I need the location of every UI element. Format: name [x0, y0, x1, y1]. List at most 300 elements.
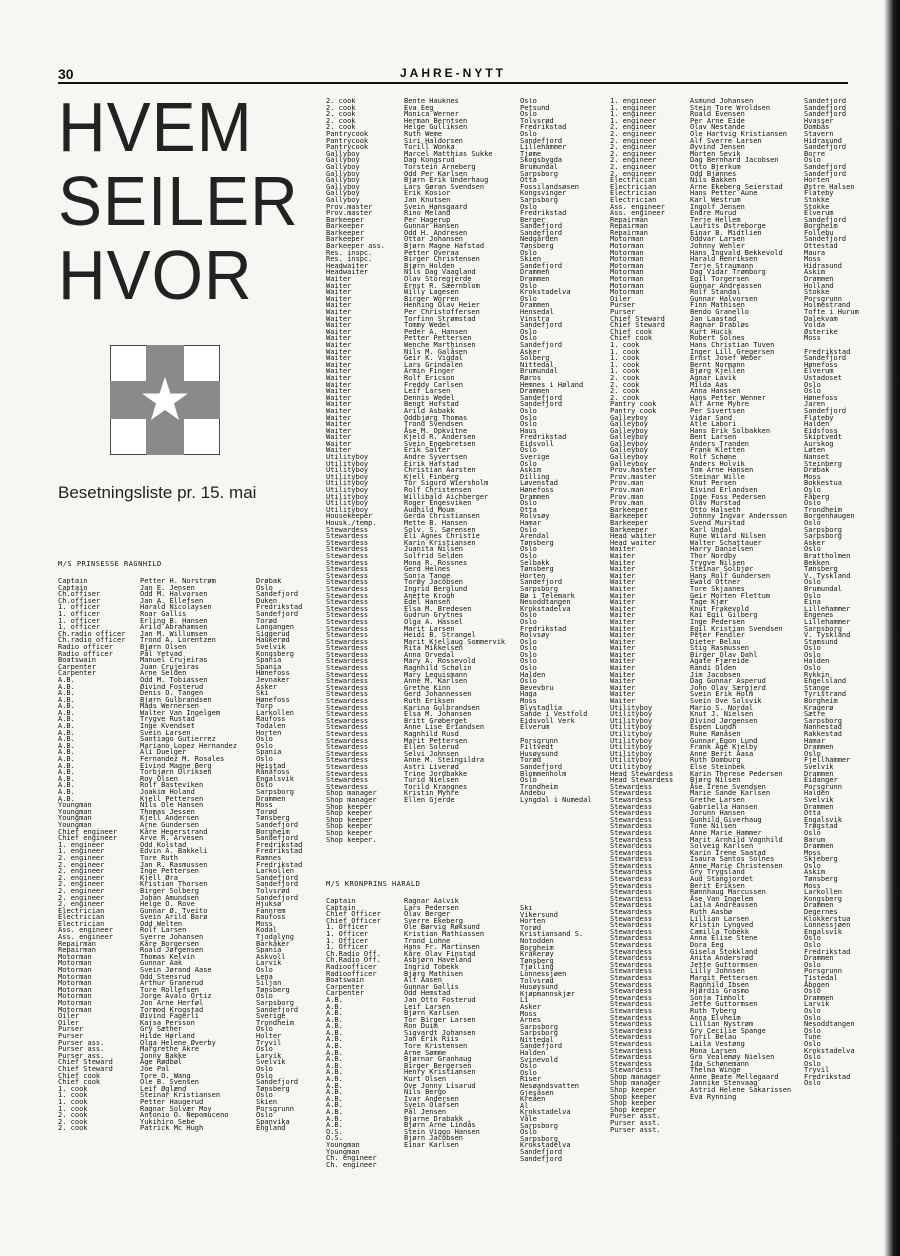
harald-name-entry-2: Anna Hanssen	[690, 387, 741, 396]
harald-place-entry: Sandefjord	[520, 1154, 563, 1163]
ragnhild-rank-entry-2: Pantrycook	[326, 143, 369, 152]
ragnhild-place-entry-2: Sandefjord	[520, 222, 563, 231]
ragnhild-name-entry-2: Gudrun Grytnes	[404, 611, 464, 620]
harald-name-entry: Ragnar Aalvik	[404, 898, 459, 905]
ragnhild-rank-entry: 2. engineer	[58, 853, 105, 862]
ragnhild-rank-entry: 2. engineer	[58, 900, 105, 909]
harald-name-entry-2: Finn Mathisen	[690, 301, 745, 310]
ragnhild-rank-entry-2: Gallyboy	[326, 162, 360, 171]
harald-rank-entry-2: Stewardess	[610, 1033, 653, 1042]
ragnhild-place-entry: Tønsberg	[256, 814, 290, 823]
harald-place-entry-2: Oslo	[804, 591, 821, 600]
harald-place-entry-2: Porsgrunn	[804, 294, 842, 303]
ragnhild-name-entry-2: Marit Pettersen	[404, 736, 468, 745]
harald-rank-entry-2: Waiter	[610, 551, 636, 560]
ragnhild-place-entry: Raufoss	[256, 715, 286, 724]
ragnhild-rank-entry: Purser	[58, 1031, 84, 1040]
harald-name-entry-2: Peter Fendler	[690, 631, 745, 640]
harald-rank-entry-2: Stewardess	[610, 828, 653, 837]
harald-name-entry-2: Hans Petter Wenner	[690, 393, 766, 402]
harald-name-entry: Jan Erik Riis	[404, 1035, 459, 1044]
harald-name-entry-2: Knut Frakevold	[690, 604, 750, 613]
ragnhild-name-entry: Leif Øglænd	[140, 1084, 187, 1093]
harald-name-entry-2: Anne Marie Christensen	[690, 861, 783, 870]
ragnhild-place-entry-2: Oslo	[520, 664, 537, 673]
harald-name-entry-2: Egil Torgersen	[690, 275, 750, 284]
ragnhild-rank-entry-2: Utilityboy	[326, 479, 369, 488]
ragnhild-rank-entry: A.B.	[58, 774, 75, 783]
harald-name-entry-2: Mona Larsen	[690, 1046, 737, 1055]
ragnhild-place-entry: Oslo	[256, 966, 273, 975]
harald-rank-entry: Chief Officer	[326, 910, 381, 919]
ragnhild-name-entry-2: Bjørn Holden	[404, 261, 455, 270]
harald-name-entry-2: Gabriella Hansen	[690, 802, 758, 811]
ragnhild-rank-entry-2: Stewardess	[326, 683, 369, 692]
ragnhild-name-entry-2: Leif Larsen	[404, 387, 451, 396]
ragnhild-place-entry: Sandefjord	[256, 834, 299, 843]
ragnhild-name-entry: Roy Olsen	[140, 774, 178, 783]
harald-name-entry-2: Ruth Domburg	[690, 756, 741, 765]
harald-name-entry-2: Anne Beate Mellegaard	[690, 1072, 779, 1081]
ragnhild-rank-entry: Ass. engineer	[58, 933, 113, 942]
harald-rank-entry-2: Stewardess	[610, 967, 653, 976]
harald-place-entry-2: Brattholmen	[804, 551, 851, 560]
ragnhild-place-entry-2: Oslo	[520, 545, 537, 554]
harald-place-entry-2: Kragerø	[804, 703, 834, 712]
ragnhild-place-entry: Sandefjord	[256, 609, 299, 618]
harald-place-entry-2: Flateby	[804, 413, 834, 422]
ragnhild-rank-entry-2: Utilityboy	[326, 505, 369, 514]
harald-rank-entry-2: Shop keeper	[610, 1105, 657, 1114]
harald-rank-entry-2: Stewardess	[610, 815, 653, 824]
ragnhild-place-entry-2: Blystadlia	[520, 703, 563, 712]
harald-name-entry-2: Margit Pettersen	[690, 973, 758, 982]
ragnhild-rank-entry: Motorman	[58, 979, 92, 988]
harald-name-entry-2: Jim Jacobsen	[690, 670, 741, 679]
harald-place-entry-2: Oslo	[804, 960, 821, 969]
harald-place-entry-2: Oslo	[804, 1013, 821, 1022]
ragnhild-place-entry-2: Hønefoss	[520, 486, 554, 495]
harald-place-entry-2: Stokke	[804, 195, 830, 204]
harald-place-entry-2: Sandefjord	[804, 110, 847, 119]
ragnhild-rank-entry-2: Barkeeper	[326, 235, 364, 244]
ragnhild-name-entry: Joe Pal	[140, 1064, 170, 1073]
harald-name-entry-2: Egil Kristian Svendsen	[690, 624, 783, 633]
ragnhild-name-entry: Jorge Avalo Ortiz	[140, 992, 212, 1001]
harald-rank-entry-2: Purser asst.	[610, 1119, 661, 1128]
ragnhild-name-entry: Odd Kolstad	[140, 840, 187, 849]
harald-rank-entry-2: Stewardess	[610, 881, 653, 890]
harald-place-entry-2: Hamar	[804, 736, 826, 745]
harald-rank-entry-2: Stewardess	[610, 875, 653, 884]
ragnhild-rank-entry-2: Barkeeper ass.	[326, 242, 386, 251]
harald-name-entry-2: Kristin Lyngved	[690, 921, 754, 930]
ragnhild-place-entry-2: Oslo	[520, 98, 537, 105]
ragnhild-rank-entry: A.B.	[58, 682, 75, 691]
ragnhild-rank-entry-2: Stewardess	[326, 637, 369, 646]
ragnhild-place-entry: Oslo	[256, 1091, 273, 1100]
harald-rank-entry-2: Electrician	[610, 176, 657, 185]
ragnhild-rank-entry-2: Stewardess	[326, 782, 369, 791]
harald-rank-entry-2: Prov.man	[610, 486, 644, 495]
ragnhild-rank-entry-2: Shop keeper.	[326, 835, 377, 844]
ragnhild-place-entry-2: Sandefjord	[520, 340, 563, 349]
ragnhild-place-entry: Trondheim	[256, 1018, 294, 1027]
ragnhild-place-entry-2: Solberg	[520, 354, 550, 363]
ragnhild-rank-entry: Motorman	[58, 992, 92, 1001]
harald-place-entry-2: Rykkin	[804, 670, 830, 679]
ragnhild-name-entry-2: Wenche Marthinsen	[404, 340, 476, 349]
ragnhild-place-entry: Oslo	[256, 735, 273, 744]
harald-place-entry-2: Hidrasund	[804, 261, 842, 270]
harald-name-entry-2: Eivind Erlandsen	[690, 486, 758, 495]
ragnhild-rank-entry: 1. cook	[58, 1084, 88, 1093]
harald-rank-entry-2: Pantry cook	[610, 400, 657, 409]
harald-place-entry: Oslo	[520, 1062, 537, 1071]
ragnhild-rank-entry-2: Shop keeper	[326, 822, 373, 831]
ragnhild-name-entry-2: Geir K. Vigdal	[404, 354, 464, 363]
harald-place-entry-2: Engelsland	[804, 677, 847, 686]
harald-name-entry-2: Alf Arne Myhre	[690, 400, 750, 409]
ragnhild-name-entry: Øivind Fagerli	[140, 1012, 200, 1021]
harald-name-entry-2: Stein Tore Wroldsen	[690, 103, 771, 112]
ragnhild-place-entry-2: Drammen	[520, 301, 550, 310]
ragnhild-name-entry: Fernandez M. Rosales	[140, 755, 225, 764]
ragnhild-place-entry: Sandefjord	[256, 820, 299, 829]
ragnhild-name-entry-2: Andre Syvertsen	[404, 453, 468, 462]
harald-rank-entry-2: 1. engineer	[610, 110, 657, 119]
harald-rank-entry-2: Stewardess	[610, 848, 653, 857]
harald-name-entry-2: Geir Morten Flettum	[690, 591, 771, 600]
ragnhild-rank-entry: Motorman	[58, 952, 92, 961]
ragnhild-place-entry: Spania	[256, 748, 282, 757]
ragnhild-rank-entry-2: Waiter	[326, 354, 352, 363]
ragnhild-place-entry: Sandefjord	[256, 873, 299, 882]
ragnhild-name-entry: Arve R. Arvesen	[140, 834, 204, 843]
harald-place-entry: Lonnessjøen	[520, 969, 567, 978]
ragnhild-rank-entry: 1. officer	[58, 616, 101, 625]
ragnhild-name-entry: Walter Van Ingelgem	[140, 708, 221, 717]
ragnhild-rank-entry: Motorman	[58, 1005, 92, 1014]
ragnhild-name-entry-2: Anette Krogh	[404, 591, 455, 600]
ragnhild-rank-entry-2: Stewardess	[326, 617, 369, 626]
ragnhild-rank-entry-2: Waiter	[326, 393, 352, 402]
harald-name-entry-2: Lillian Larsen	[690, 914, 750, 923]
harald-rank-entry-2: Galleyboy	[610, 426, 648, 435]
harald-place-entry: Nittedal	[520, 1035, 554, 1044]
ragnhild-place-entry-2: Oslo	[520, 776, 537, 785]
harald-place-entry-2: Askim	[804, 868, 826, 877]
harald-rank-entry-2: Stewardess	[610, 921, 653, 930]
harald-rank-entry-2: Motorman	[610, 235, 644, 244]
ragnhild-rank-entry-2: Barkeeper	[326, 222, 364, 231]
harald-rank-entry: Radioofficer	[326, 969, 377, 978]
ragnhild-name-entry: Gunnar Aak	[140, 959, 183, 968]
ragnhild-name-entry: Patrick Mc Hugh	[140, 1124, 204, 1133]
harald-name-entry-2: John Olav Særgjerd	[690, 683, 766, 692]
ragnhild-rank-entry-2: Stewardess	[326, 591, 369, 600]
ragnhild-name-entry: Kjell Andersen	[140, 814, 200, 823]
harald-place-entry: Sandefjord	[520, 1042, 563, 1051]
harald-place-entry-2: Fjellhammer	[804, 756, 851, 765]
harald-place-entry: Tønsberg	[520, 956, 554, 965]
harald-rank-entry-2: Galleyboy	[610, 459, 648, 468]
ragnhild-rank-entry: 2. engineer	[58, 860, 105, 869]
harald-name-entry: Ron Duim	[404, 1022, 438, 1031]
ragnhild-name-entry-2: Tommy Wedel	[404, 321, 451, 330]
harald-rank-entry-2: Waiter	[610, 571, 636, 580]
harald-place-entry-2: V. Tyskland	[804, 631, 851, 640]
ragnhild-rank-entry-2: Headwaiter	[326, 268, 369, 277]
ragnhild-rank-entry-2: Waiter	[326, 294, 352, 303]
ragnhild-rank-entry-2: Waiter	[326, 446, 352, 455]
harald-name-entry: Ole Børvig Røksund	[404, 923, 480, 932]
ragnhild-name-entry: Kristian Thorsen	[140, 880, 208, 889]
ragnhild-place-entry-2: Blommenholm	[520, 769, 567, 778]
ragnhild-place-entry-2: Drammen	[520, 492, 550, 501]
ragnhild-place-entry-2: Sandefjord	[520, 400, 563, 409]
ragnhild-place-entry-2: Otta	[520, 176, 537, 185]
harald-rank-entry-2: Stewardess	[610, 960, 653, 969]
ragnhild-place-entry-2: Fredrikstad	[520, 123, 567, 132]
ragnhild-rank-entry-2: Housekeeper	[326, 512, 373, 521]
ragnhild-rank-entry-2: Stewardess	[326, 690, 369, 699]
harald-name-entry-2: Sonja Timholt	[690, 993, 745, 1002]
harald-place-column	[520, 905, 606, 1248]
harald-place-entry-2: Elverum	[804, 367, 834, 376]
harald-name-entry-2: Ruth Tyberg	[690, 1006, 737, 1015]
ragnhild-rank-entry: Ass. engineer	[58, 926, 113, 935]
ragnhild-rank-entry-2: Stewardess	[326, 677, 369, 686]
harald-rank-entry-2: 1. engineer	[610, 98, 657, 105]
harald-place-entry: Gjesåsen	[520, 1088, 554, 1097]
ragnhild-place-entry-2: Drammen	[520, 268, 550, 277]
ragnhild-name-entry-2: Birger Worren	[404, 294, 459, 303]
harald-rank-entry-2: 2. engineer	[610, 149, 657, 158]
harald-name-entry-2: Anna Elvheim	[690, 1013, 741, 1022]
harald-place-entry-2: Tune	[804, 1033, 821, 1042]
ragnhild-name-entry-2: Anne M. Karlsen	[404, 677, 468, 686]
ragnhild-place-entry: Hønefoss	[256, 695, 290, 704]
harald-place-entry-2: Drammen	[804, 842, 834, 851]
harald-place-entry: Torød	[520, 923, 542, 932]
ragnhild-place-entry-2: Askim	[520, 466, 542, 475]
harald-name-entry-2: Milda Aas	[690, 380, 728, 389]
ragnhild-rank-entry: 2. cook	[58, 1124, 88, 1133]
ragnhild-name-entry: Edvin A. Bakkeli	[140, 847, 208, 856]
ragnhild-rank-entry: Chief cook	[58, 1078, 101, 1087]
harald-rank-entry-2: Pantry cook	[610, 406, 657, 415]
harald-rank-entry: O.S.	[326, 1127, 343, 1136]
harald-rank-entry-2: 2. engineer	[610, 169, 657, 178]
harald-rank-entry-2: Stewardess	[610, 1046, 653, 1055]
harald-place-entry-2: Dalekvam	[804, 314, 838, 323]
harald-rank-entry-2: Purser	[610, 308, 636, 316]
ragnhild-place-entry-2: Hemnes i Høland	[520, 380, 584, 389]
ragnhild-name-entry: Mariano Lopez Hernandez	[140, 741, 237, 750]
ragnhild-place-entry-2: Oslo	[520, 446, 537, 455]
ragnhild-place-entry: Oslo	[256, 1064, 273, 1073]
ragnhild-name-entry-2: Bjørn Erik Underhaug	[404, 176, 489, 185]
harald-name-entry-2: Olav Murstad	[690, 499, 741, 508]
ragnhild-place-entry: Torød	[256, 807, 278, 816]
ragnhild-place-entry-2: Sverige	[520, 453, 550, 462]
ragnhild-name-entry: Mads Wernersen	[140, 702, 200, 711]
ragnhild-rank-entry-2: Stewardess	[326, 584, 369, 593]
ragnhild-place-entry: Larvik	[256, 959, 282, 968]
ragnhild-name-entry: Rolf Larsen	[140, 926, 187, 935]
ragnhild-rank-entry-2: Stewardess	[326, 756, 369, 765]
harald-name-entry-2: Tore Skjaanes	[690, 584, 745, 593]
ragnhild-place-entry: Haukerød	[256, 636, 290, 645]
harald-rank-entry-2: Chief Steward	[610, 321, 665, 330]
ragnhild-rank-entry-2: Stewardess	[326, 743, 369, 752]
harald-name-entry-2: Kai Egil Gilberg	[690, 611, 758, 620]
harald-place-entry-2: Sandefjord	[804, 98, 847, 105]
ragnhild-place-entry-2: Oslo	[520, 406, 537, 415]
harald-name-entry: Bjørnar Granhaug	[404, 1055, 472, 1064]
harald-name-entry-2: Dieter Belau	[690, 637, 741, 646]
ragnhild-rank-entry: 1. officer	[58, 603, 101, 612]
harald-place-entry-2: Eidanger	[804, 776, 838, 785]
ragnhild-name-entry-2: Anne M. Steingildra	[404, 756, 485, 765]
ragnhild-name-entry-2: Elsa M. Johansen	[404, 710, 472, 719]
ragnhild-rank-entry-2: Waiter	[326, 340, 352, 349]
ragnhild-rank-entry-2: Stewardess	[326, 598, 369, 607]
harald-place-entry: Li	[520, 996, 529, 1005]
harald-rank-entry-2: Stewardess	[610, 1066, 653, 1075]
ragnhild-place-entry: Oslo	[256, 755, 273, 764]
harald-name-entry: Kristian Mathiassen	[404, 929, 485, 938]
ragnhild-name-entry-2: Siri Haldorsen	[404, 136, 464, 145]
harald-rank-entry: A.B.	[326, 1101, 343, 1110]
ragnhild-rank-entry-2: Barkeeper	[326, 215, 364, 224]
harald-place-entry-2: Tyristrand	[804, 690, 847, 699]
ragnhild-name-entry: Tore Ruth	[140, 853, 178, 862]
ragnhild-name-entry: Svein Jørand Aase	[140, 966, 212, 975]
ragnhild-place-entry-2: Brumundal	[520, 162, 558, 171]
ragnhild-name-entry: Inge Pettersen	[140, 867, 200, 876]
harald-name-entry-2: Hans Rolf Gundersen	[690, 571, 771, 580]
ragnhild-place-entry-2: Oslo	[520, 420, 537, 429]
ragnhild-name-entry-2: Gerda Christiansen	[404, 512, 480, 521]
harald-rank-column-2	[610, 98, 688, 1248]
ragnhild-rank-entry: Chief Steward	[58, 1064, 113, 1073]
harald-place-entry-2: Nesoddtangen	[804, 1020, 855, 1029]
harald-place-entry: Sarpsborg	[520, 1121, 558, 1130]
harald-rank-entry-2: Shop manager	[610, 1079, 661, 1088]
harald-rank-entry-2: Utilityboy	[610, 730, 653, 738]
harald-place-entry-2: Oslo	[804, 1026, 821, 1035]
harald-name-entry-2: Walter Schattauer	[690, 538, 762, 547]
ragnhild-name-entry-2: Svein Hansgaard	[404, 202, 468, 211]
harald-name-entry-2: Atle Labori	[690, 420, 737, 429]
harald-name-entry-2: Øivind Jørgensen	[690, 716, 758, 725]
harald-name-entry-2: Laurits Østreborge	[690, 222, 766, 231]
ragnhild-place-entry-2: Oslo	[520, 617, 537, 626]
ragnhild-place-entry-2: Løvenstad	[520, 479, 558, 488]
harald-rank-entry-2: Waiter	[610, 644, 636, 653]
harald-place-entry-2: Klokkerstua	[804, 914, 851, 923]
ragnhild-name-entry: Svein Larsen	[140, 728, 191, 737]
ragnhild-name-entry-2: Erik Kosior	[404, 189, 451, 198]
ragnhild-rank-entry: Motorman	[58, 959, 92, 968]
harald-rank-entry-2: Stewardess	[610, 901, 653, 910]
ragnhild-rank-entry: A.B.	[58, 788, 75, 796]
harald-name-entry-2: Gunnar Egon Lund	[690, 736, 758, 745]
ragnhild-name-entry: Petter H. Norstrøm	[140, 578, 216, 585]
ragnhild-place-entry-2: Filtvedt	[520, 743, 554, 752]
harald-rank-entry-2: Stewardess	[610, 789, 653, 798]
harald-place-entry-2: Krokstadelva	[804, 1046, 855, 1055]
ragnhild-name-entry-2: Arild Asbakk	[404, 406, 455, 415]
ragnhild-rank-entry: A.B.	[58, 689, 75, 698]
ragnhild-name-entry: Torbjørn Ulriksen	[140, 768, 212, 777]
ragnhild-place-entry-2: Hamar	[520, 519, 542, 527]
ragnhild-place-entry-2: Sandefjord	[520, 393, 563, 402]
ragnhild-place-entry-2: Haga	[520, 690, 537, 699]
harald-name-entry-2: Hans Erik Solbakken	[690, 426, 771, 435]
ragnhild-rank-entry-2: Stewardess	[326, 769, 369, 778]
ragnhild-rank-entry: 2. cook	[58, 1111, 88, 1120]
harald-rank-entry-2: 2. engineer	[610, 136, 657, 145]
ragnhild-rank-entry-2: Shop keeper	[326, 815, 373, 824]
ragnhild-name-entry: Helge O. Rove	[140, 900, 195, 909]
ragnhild-place-entry-2: Oslo	[520, 525, 537, 534]
ragnhild-name-entry-2: Karin Kristiansen	[404, 538, 476, 547]
ragnhild-rank-entry-2: Stewardess	[326, 716, 369, 725]
harald-rank-entry-2: Prov.master	[610, 472, 657, 481]
harald-rank-entry-2: Waiter	[610, 617, 636, 626]
ragnhild-name-entry-2: Grethe Kinn	[404, 683, 451, 692]
harald-place-entry: Oslo	[520, 1068, 537, 1077]
harald-rank-entry-2: 1. cook	[610, 354, 640, 363]
harald-rank-entry-2: 2. engineer	[610, 156, 657, 165]
ragnhild-rank-entry: Electrician	[58, 913, 105, 922]
harald-rank-entry-2: Galleyboy	[610, 420, 648, 429]
ragnhild-rank-entry: Motorman	[58, 999, 92, 1007]
harald-place-entry-2: Moss	[804, 472, 821, 481]
harald-rank-entry-2: Waiter	[610, 637, 636, 646]
ragnhild-place-entry: Spania	[256, 656, 282, 665]
ragnhild-name-entry: Erling B. Hansen	[140, 616, 208, 625]
ragnhild-rank-entry: Youngman	[58, 807, 92, 816]
harald-name-entry-2: Johnny Ingvar Andersson	[690, 512, 787, 521]
ragnhild-place-entry: Fredrikstad	[256, 603, 303, 612]
harald-name-entry-2: Svend Murstad	[690, 519, 745, 527]
ragnhild-name-entry-2: Marcel Matthias Sukke	[404, 149, 493, 158]
harald-place-entry-2: Stange	[804, 683, 830, 692]
ragnhild-name-entry-2: Bjørn Magne Hafstad	[404, 242, 485, 251]
ragnhild-place-entry-2: Berger	[520, 215, 546, 224]
harald-place-entry-2: Svelvik	[804, 795, 834, 804]
harald-place-entry-2: Drammen	[804, 802, 834, 811]
harald-place-entry-2: Tistedal	[804, 973, 838, 982]
harald-name-entry-2: Bendo Granello	[690, 308, 750, 316]
ragnhild-rank-entry-2: Waiter	[326, 367, 352, 376]
harald-name-entry-2: Marit Arnhild Vognhild	[690, 835, 783, 844]
harald-place-entry-2: Kongsberg	[804, 894, 842, 903]
ragnhild-name-entry: Harald Nicolaysen	[140, 603, 212, 612]
harald-place-entry-2: Sandefjord	[804, 235, 847, 244]
ragnhild-rank-entry-2: Gallyboy	[326, 189, 360, 198]
ragnhild-name-entry-2: Anne Lise Eriandsen	[404, 723, 485, 732]
harald-name-entry: Ove Jonny Lisarud	[404, 1081, 476, 1090]
ragnhild-rank-entry-2: Shop keeper	[326, 809, 373, 818]
ragnhild-name-entry-2: Marit Kjellaug Sommervik	[404, 637, 506, 646]
harald-place-entry-2: Rakkestad	[804, 730, 842, 738]
harald-place-entry-2: Oslo	[804, 156, 821, 165]
